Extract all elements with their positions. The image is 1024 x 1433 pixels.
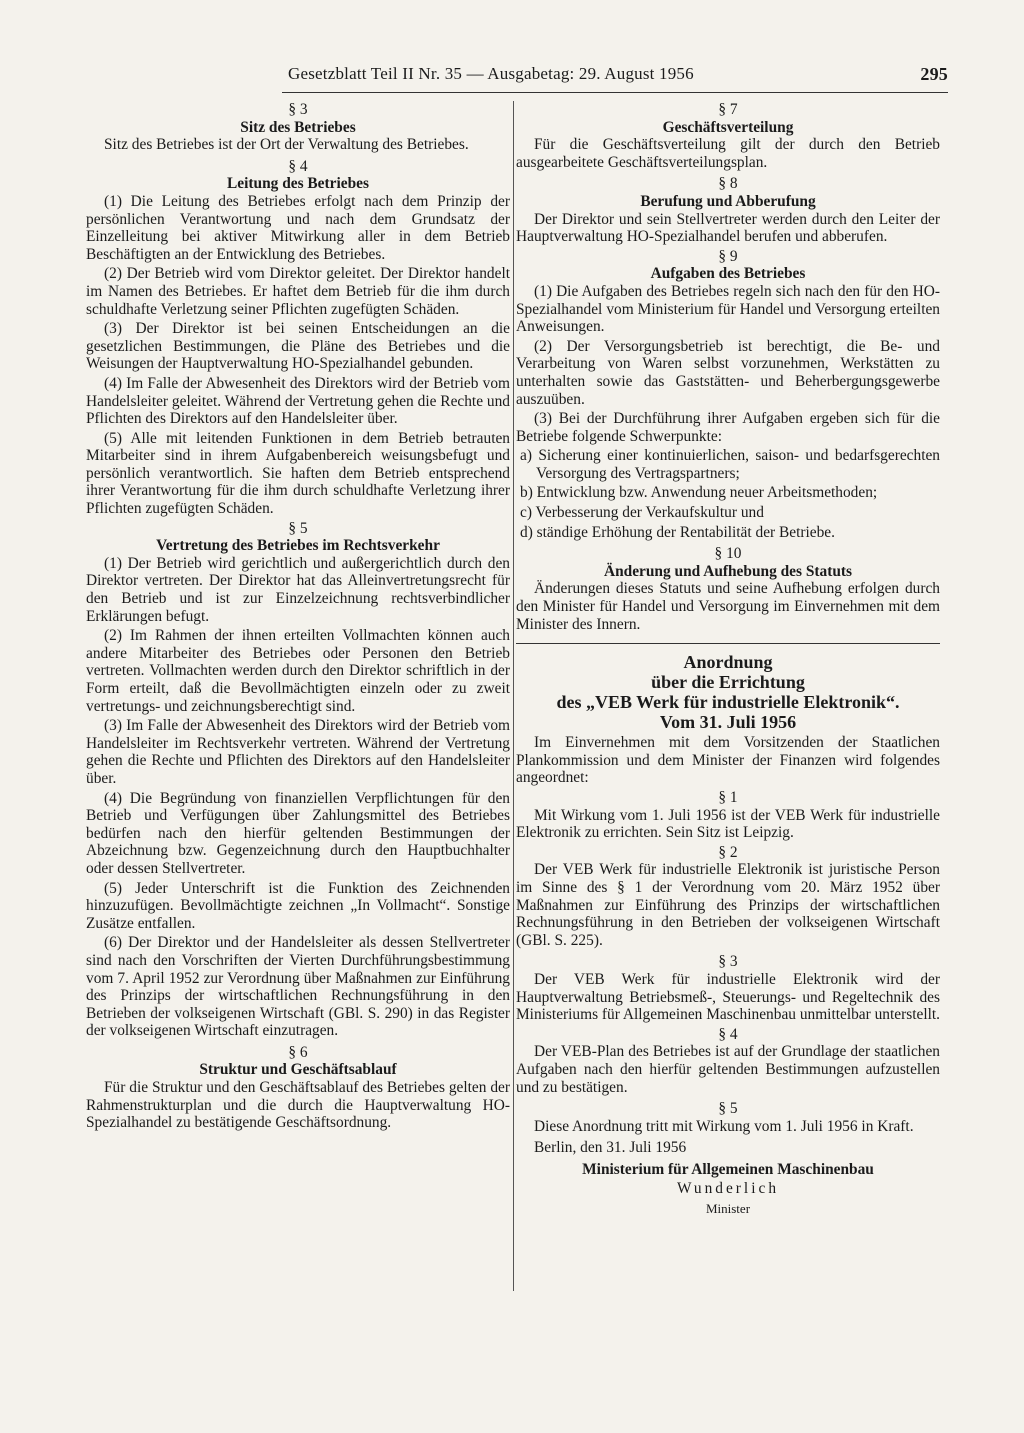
paragraph: (1) Die Aufgaben des Betriebes regeln sich nach den für den HO-Spezialhandel vom Ministerium für Handel und Versorgung erteilten Anweisungen. (516, 282, 940, 336)
paragraph: (2) Der Versorgungsbetrieb ist berechtigt, die Be- und Verarbeitung von Waren selbst vorzunehmen, Werkstätten zu unterhalten sowie das Gaststätten- und Beherbergungsgewerbe auszuüben. (516, 337, 940, 408)
ordinance-date: Vom 31. Juli 1956 (659, 712, 797, 733)
paragraph: Sitz des Betriebes ist der Ort der Verwaltung des Betriebes. (104, 136, 469, 154)
section-heading: Leitung des Betriebes (227, 175, 369, 193)
section-number: § 1 (718, 789, 738, 806)
paragraph: Mit Wirkung vom 1. Juli 1956 ist der VEB Werk für industrielle Elektronik zu errichten. Sein Sitz ist Leipzig. (516, 806, 940, 842)
gazette-title: Gesetzblatt Teil II Nr. 35 — Ausgabetag: 29. August 1956 (288, 64, 694, 83)
page-number: 295 (920, 64, 948, 84)
paragraph: Änderungen dieses Statuts und seine Aufhebung erfolgen durch den Minister für Handel und Versorgung im Einvernehmen mit dem Minister des Innern. (516, 580, 940, 633)
signature-name: Wunderlich (676, 1180, 780, 1198)
place-date: Berlin, den 31. Juli 1956 (534, 1139, 687, 1157)
page-header (280, 64, 948, 90)
signature-ministry: Ministerium für Allgemeinen Maschinenbau (582, 1160, 874, 1178)
priority-list (516, 447, 940, 541)
paragraph: (1) Der Betrieb wird gerichtlich und außergerichtlich durch den Direktor vertreten. Der Direktor hat das Alleinvertretungsrecht für den Betrieb und ist zur Einzelzeichnung rechtsverbindlicher Erklärungen befugt. (86, 554, 510, 625)
paragraph: Für die Geschäftsverteilung gilt der durch den Betrieb ausgearbeitete Geschäftsverteilungsplan. (516, 136, 940, 171)
paragraph: (3) Im Falle der Abwesenheit des Direktors wird der Betrieb vom Handelsleiter im Rechtsverkehr vertreten. Während der Vertretung gehen die Rechte und Pflichten des Direktors auf den Handelsleiter über. (86, 717, 510, 787)
paragraph: (2) Im Rahmen der ihnen erteilten Vollmachten können auch andere Mitarbeiter des Betriebes oder Personen den Betrieb vertreten. Vollmachten werden durch den Direktor schriftlich in der Form erteilt, daß die Bevollmächtigten einzeln oder zu zweit vertretungs- und zeichnungsberechtigt sind. (86, 627, 510, 715)
section-heading: Aufgaben des Betriebes (650, 265, 806, 283)
section-heading: Änderung und Aufhebung des Statuts (603, 562, 853, 580)
paragraph: (3) Bei der Durchführung ihrer Aufgaben ergeben sich für die Betriebe folgende Schwerpunkte: (516, 410, 940, 445)
left-column (86, 101, 510, 1134)
column-divider (513, 101, 514, 1291)
paragraph: Der VEB-Plan des Betriebes ist auf der Grundlage der staatlichen Aufgaben nach den hierfür geltenden Bestimmungen aufzustellen und zu bestätigen. (516, 1043, 940, 1096)
list-item: b) Entwicklung bzw. Anwendung neuer Arbeitsmethoden; (520, 484, 878, 502)
ordinance-subject: des „VEB Werk für industrielle Elektronik“. (556, 692, 900, 713)
paragraph: Der VEB Werk für industrielle Elektronik ist juristische Person im Sinne des § 1 der Verordnung vom 20. März 1952 über Maßnahmen zur Einführung des Prinzips der wirtschaftlichen Rechnungsführung in den Betrieben der volkseigenen Wirtschaft (GBl. S. 225). (516, 861, 940, 949)
section-number: § 10 (714, 545, 742, 563)
right-column (516, 101, 940, 1220)
list-item: c) Verbesserung der Verkaufskultur und (520, 504, 764, 522)
section-number: § 3 (718, 953, 738, 971)
paragraph: (4) Die Begründung von finanziellen Verpflichtungen für den Betrieb und Verfügungen über Zahlungsmittel des Betriebes bedürfen nach den hierfür geltenden Bestimmungen der Abzeichnung bzw. Gegenzeichnung durch den Hauptbuchhalter oder dessen Stellvertreter. (86, 789, 510, 877)
section-heading: Berufung und Abberufung (640, 192, 816, 210)
section-heading: Geschäftsverteilung (662, 118, 794, 136)
section-heading: Sitz des Betriebes (240, 118, 356, 136)
section-heading: Vertretung des Betriebes im Rechtsverkehr (156, 537, 440, 555)
signature-role: Minister (705, 1201, 751, 1217)
section-number: § 4 (718, 1025, 738, 1043)
list-item: a) Sicherung einer kontinuierlichen, saison- und bedarfsgerechten Versorgung des Vertragspartners; (520, 447, 940, 482)
section-rule (516, 643, 940, 644)
section-heading: Struktur und Geschäftsablauf (199, 1061, 397, 1079)
paragraph: (5) Jeder Unterschrift ist die Funktion des Zeichnenden hinzuzufügen. Bevollmächtigte zeichnen „In Vollmacht“. Sonstige Zusätze entfallen. (86, 879, 510, 932)
paragraph: Im Einvernehmen mit dem Vorsitzenden der Staatlichen Plankommission und dem Minister der Finanzen wird folgendes angeordnet: (516, 734, 940, 787)
paragraph: Für die Struktur und den Geschäftsablauf des Betriebes gelten der Rahmenstrukturplan und die durch die Hauptverwaltung HO-Spezialhandel zu bestätigende Geschäftsordnung. (86, 1079, 510, 1132)
section-number: § 3 (288, 101, 308, 118)
section-number: § 4 (288, 157, 308, 175)
paragraph: (3) Der Direktor ist bei seinen Entscheidungen an die gesetzlichen Bestimmungen, die Pläne des Betriebes und die Weisungen der Hauptverwaltung HO-Spezialhandel gebunden. (86, 320, 510, 373)
section-number: § 7 (718, 101, 738, 118)
section-number: § 5 (288, 519, 308, 537)
ordinance-subtitle: über die Errichtung (651, 672, 805, 693)
paragraph: (5) Alle mit leitenden Funktionen in dem Betrieb betrauten Mitarbeiter sind in ihrem Aufgabenbereich weisungsbefugt und persönlich verantwortlich. Sie haften dem Betrieb entsprechend ihrer Verantwortung für die ihm durch schuldhafte Verletzung ihrer Pflichten zugefügten Schäden. (86, 429, 510, 518)
paragraph: Diese Anordnung tritt mit Wirkung vom 1. Juli 1956 in Kraft. (534, 1117, 914, 1135)
paragraph: (4) Im Falle der Abwesenheit des Direktors wird der Betrieb vom Handelsleiter geleitet. Während der Vertretung gehen die Rechte und Pflichten des Direktors auf den Handelsleiter über. (86, 374, 510, 428)
section-number: § 9 (718, 247, 738, 265)
section-number: § 2 (718, 843, 738, 861)
paragraph: (1) Die Leitung des Betriebes erfolgt nach dem Prinzip der persönlichen Verantwortung und nach dem Grundsatz der Einzelleitung bei aktiver Mitwirkung aller in dem Betrieb Beschäftigten an der Entwicklung des Betriebes. (86, 192, 510, 263)
header-rule (282, 92, 948, 93)
section-number: § 8 (718, 175, 738, 193)
list-item: d) ständige Erhöhung der Rentabilität der Betriebe. (520, 523, 835, 541)
paragraph: Der Direktor und sein Stellvertreter werden durch den Leiter der Hauptverwaltung HO-Spezialhandel berufen und abberufen. (516, 210, 940, 246)
section-number: § 5 (718, 1100, 738, 1118)
section-number: § 6 (288, 1043, 308, 1061)
ordinance-title: Anordnung (683, 652, 773, 673)
paragraph: Der VEB Werk für industrielle Elektronik wird der Hauptverwaltung Betriebsmeß-, Steuerungs- und Regeltechnik des Ministeriums für Allgemeinen Maschinenbau unmittelbar unterstellt. (516, 970, 941, 1024)
paragraph: (6) Der Direktor und der Handelsleiter als dessen Stellvertreter sind nach den Vorschriften der Vierten Durchführungsbestimmung vom 7. April 1952 zur Verordnung über Maßnahmen zur Einführung des Prinzips der wirtschaftlichen Rechnungsführung in den Betrieben der volkseigenen Wirtschaft (GBl. S. 290) in das Register der volkseigenen Wirtschaft einzutragen. (86, 934, 510, 1040)
paragraph: (2) Der Betrieb wird vom Direktor geleitet. Der Direktor handelt im Namen des Betriebes. Er haftet dem Betrieb für die ihm durch schuldhafte Verletzung seiner Pflichten zugefügten Schäden. (86, 265, 510, 318)
